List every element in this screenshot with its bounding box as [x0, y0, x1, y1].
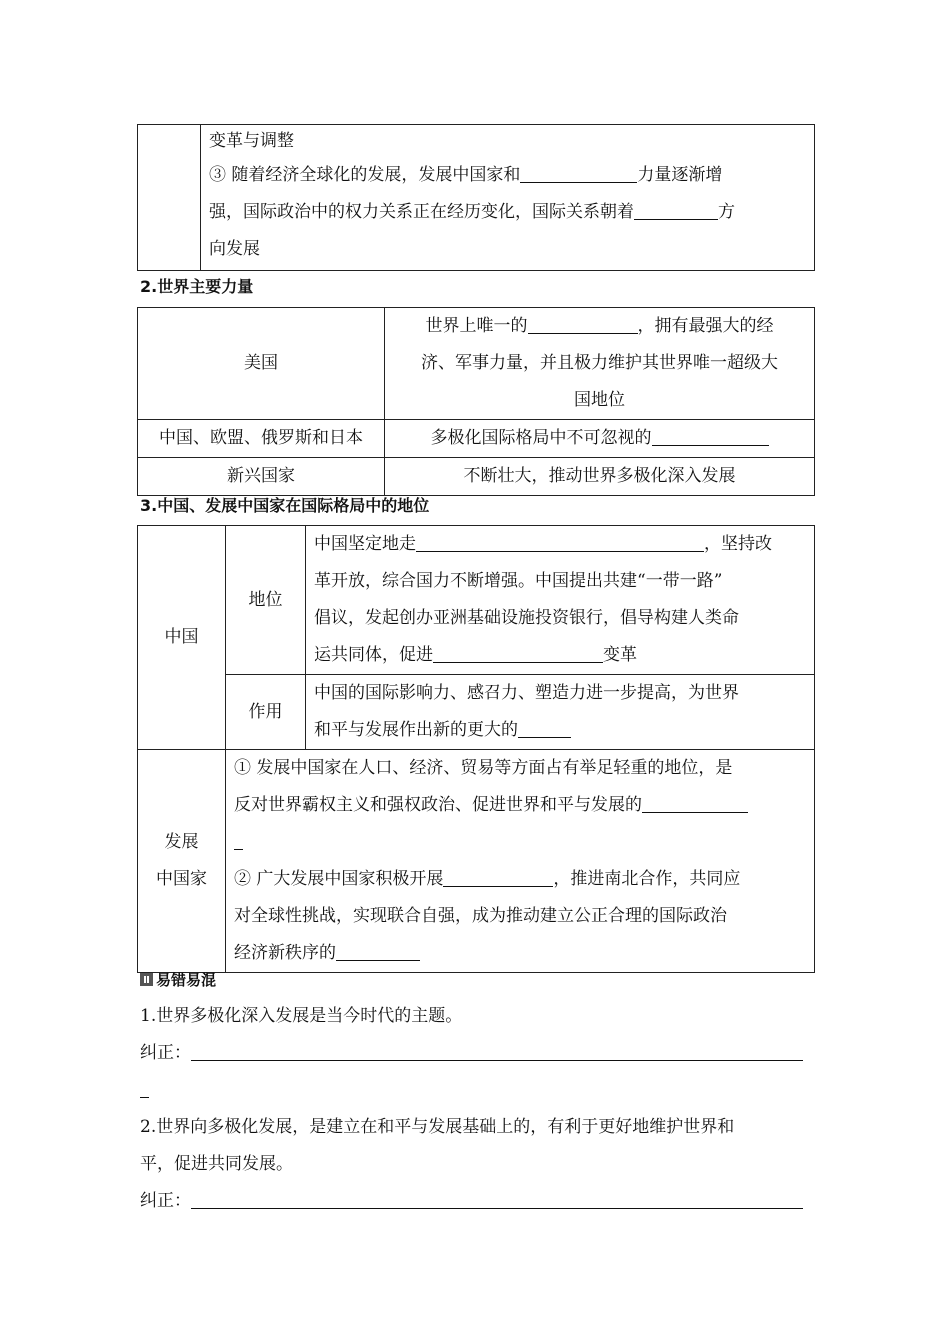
section-heading-2: 2.世界主要力量	[140, 277, 254, 296]
role-label: 作用	[226, 675, 306, 750]
table-status	[137, 525, 815, 973]
table-row	[138, 458, 815, 496]
role-content: 中国的国际影响力、感召力、塑造力进一步提高，为世界 和平与发展作出新的更大的	[306, 675, 815, 750]
table-row	[138, 420, 815, 458]
error-item-2: 2.世界向多极化发展，是建立在和平与发展基础上的，有利于更好地维护世界和 平，促进共同发展。	[140, 1117, 735, 1174]
error-item-1: 1.世界多极化深入发展是当今时代的主题。	[140, 1006, 463, 1026]
power-desc: 不断壮大，推动世界多极化深入发展	[385, 458, 815, 496]
power-name: 新兴国家	[138, 458, 385, 496]
answer-blank[interactable]	[416, 531, 704, 552]
answer-blank[interactable]	[336, 940, 420, 961]
answer-blank[interactable]	[652, 425, 769, 446]
correction-input[interactable]	[140, 1077, 149, 1098]
status-label: 地位	[226, 526, 306, 675]
answer-blank[interactable]	[642, 792, 748, 813]
correction-line-2: 纠正：	[140, 1183, 816, 1220]
answer-blank[interactable]	[433, 642, 603, 663]
error-section-badge: 易错易混	[140, 969, 216, 990]
answer-blank[interactable]	[528, 313, 638, 334]
pattern-line-3c: 向发展	[209, 239, 260, 259]
table-global-pattern-tail	[137, 124, 815, 271]
pattern-line-3: ③ 随着经济全球化的发展，发展中国家和 力量逐渐增	[209, 157, 806, 194]
answer-blank[interactable]	[443, 866, 553, 887]
section-heading-3: 3.中国、发展中国家在国际格局中的地位	[140, 496, 430, 515]
developing-label: 发展 中国家	[138, 750, 226, 973]
pattern-cell	[201, 125, 815, 271]
answer-blank[interactable]	[518, 717, 571, 738]
answer-blank[interactable]	[520, 162, 637, 183]
correction-line-1: 纠正：	[140, 1035, 816, 1072]
table-world-powers	[137, 307, 815, 496]
power-name: 美国	[138, 308, 385, 420]
pattern-line-1: 变革与调整	[209, 131, 294, 151]
table-row	[138, 308, 815, 420]
power-name: 中国、欧盟、俄罗斯和日本	[138, 420, 385, 458]
badge-icon	[140, 973, 153, 986]
power-desc: 多极化国际格局中不可忽视的	[385, 420, 815, 458]
developing-content: ① 发展中国家在人口、经济、贸易等方面占有举足轻重的地位，是 反对世界霸权主义和强权政治、促进世界和平与发展的 ② 广大发展中国家积极开展 ，推进南北合作，共同应 对全球性挑战，实现联合自强，成为推动建立公正合理的国际政治 经济新秩序的	[226, 750, 815, 973]
answer-blank[interactable]	[634, 199, 718, 220]
power-desc: 世界上唯一的 ，拥有最强大的经 济、军事力量，并且极力维护其世界唯一超级大 国地位	[385, 308, 815, 420]
pattern-line-3b: 强，国际政治中的权力关系正在经历变化，国际关系朝着 方	[209, 194, 806, 231]
answer-blank[interactable]	[234, 829, 243, 850]
correction-line-1-wrap	[140, 1072, 816, 1109]
correction-input[interactable]	[191, 1040, 803, 1061]
status-content: 中国坚定地走 ，坚持改 革开放，综合国力不断增强。中国提出共建“一带一路” 倡议，发起创办亚洲基础设施投资银行，倡导构建人类命 运共同体，促进 变革	[306, 526, 815, 675]
china-label: 中国	[138, 526, 226, 750]
correction-input[interactable]	[191, 1188, 803, 1209]
empty-cell	[138, 125, 201, 271]
